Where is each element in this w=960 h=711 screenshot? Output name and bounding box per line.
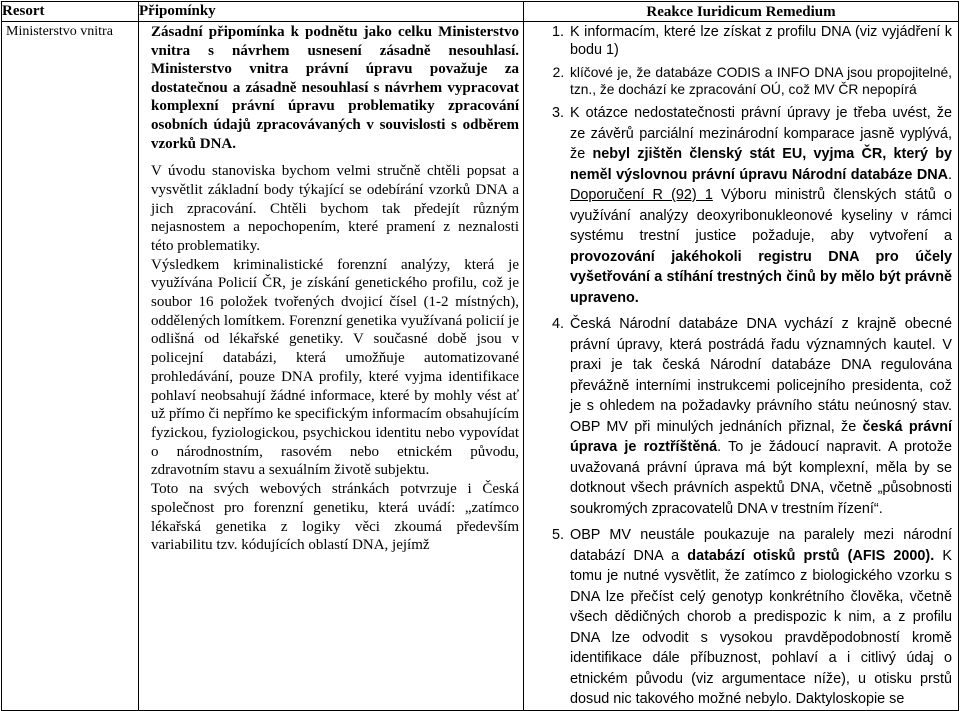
reaction-item: 5. OBP MV neustále poukazuje na paralely mezi národní databází DNA a databází otisků prstů (AFIS 2000). K tomu je nutné vysvětlit, že zatímco z biologického vzorku s DNA lze přečíst celý genotyp konkrétního člověka, včetně všech dědičných chorob a predispozic k nim, a z profilu DNA lze odvodit s vysokou pravděpodobností kromě identifikace dále příbuznost, pohlaví a i citlivý údaj o etnickém původu (viz argumentace níže), u otisku prstů dosud nic takového možné nebylo. Daktyloskopie se <box>568 525 952 710</box>
comment-lead: Zásadní připomínka k podnětu jako celku Ministerstvo vnitra s návrhem usnesení zásadně nesouhlasí. Ministerstvo vnitra právní úpravu považuje za dostatečnou a zásadně nesouhlasí s návrhem vypracovat komplexní právní úpravu problematiky zpracování osobních údajů zpracovávaných v souvislosti s odběrem vzorků DNA. <box>151 24 519 152</box>
comment-cell <box>139 22 524 711</box>
resort-cell: Ministerstvo vnitra <box>2 22 139 711</box>
comment-paragraph: V úvodu stanoviska bychom velmi stručně chtěli popsat a vysvětlit základní body týkající se odebírání vzorků DNA a jich zpracování. Chtěli bychom tak předejít různým nejasnostem a nepochopením, které pramení z neznalosti této problematiky. <box>151 163 519 254</box>
header-resort: Resort <box>2 2 139 22</box>
header-reaction: Reakce Iuridicum Remedium <box>524 2 959 22</box>
table-row <box>2 22 959 711</box>
reaction-item: 2. klíčové je, že databáze CODIS a INFO DNA jsou propojitelné, tzn., že dochází ke zpracování OÚ, což MV ČR nepopírá <box>568 64 952 98</box>
reaction-item: 1. K informacím, které lze získat z profilu DNA (viz vyjádření k bodu 1) <box>568 23 952 59</box>
reaction-item: 4. Česká Národní databáze DNA vychází z krajně obecné právní úpravy, která postrádá řadu významných kautel. V praxi je tak česká Národní databáze DNA regulována převážně interními instrukcemi policejního presidenta, což je s ohledem na požadavky právního státu neúnosný stav. OBP MV při minulých jednáních přiznal, že česká právní úprava je roztříštěná. To je žádoucí napravit. A protože uvažovaná právní úprava má být komplexní, měla by se dotknout všech právních aspektů DNA, včetně „působnosti soukromých zpracovatelů DNA v trestním řízení“. <box>568 314 952 519</box>
reaction-item: 3. K otázce nedostatečnosti právní úpravy je třeba uvést, že ze závěrů parciální mezinárodní komparace jasně vyplývá, že nebyl zjištěn členský stát EU, vyjma ČR, který by neměl výslovnou právní úpravu Národní databáze DNA. Doporučení R (92) 1 Výboru ministrů členských států o využívání analýzy deoxyribonukleonové kyseliny v rámci systému trestní justice požaduje, aby vytvoření a provozování jakéhokoli registru DNA pro účely vyšetřování a stíhání trestných činů by mělo být právně upraveno. <box>568 103 952 308</box>
reaction-list <box>530 23 952 710</box>
header-comments: Připomínky <box>139 2 524 22</box>
comment-paragraph: Toto na svých webových stránkách potvrzuje i Česká společnost pro forenzní genetiku, která uvádí: „zatímco lékařská genetika z logiky věci zkoumá především variabilitu tzv. kódujících oblastí DNA, jejímž <box>151 481 519 554</box>
comment-paragraph: Výsledkem kriminalistické forenzní analýzy, která je využívána Policií ČR, je získání genetického profilu, což je soubor 16 položek tvořených dvojicí čísel (1-2 místných), oddělených lomítkem. Forenzní genetika využívaná policií je odlišná od lékařské genetiky. V současné době jsou v policejní databázi, která umožňuje automatizované prohledávání, pouze DNA profily, které vyjma identifikace pohlaví neobsahují žádné informace, které by mohly vést ať už přímo či nepřímo ke specifickým informacím obsahujícím fyzickou, fyziologickou, psychickou identitu nebo vypovídat o národnostním, rasovém nebo etnickém původu, zdravotním stavu a sexuálním životě subjektu. <box>151 256 519 479</box>
table-header-row <box>2 2 959 22</box>
reaction-cell <box>524 22 959 711</box>
comments-table <box>1 1 959 711</box>
